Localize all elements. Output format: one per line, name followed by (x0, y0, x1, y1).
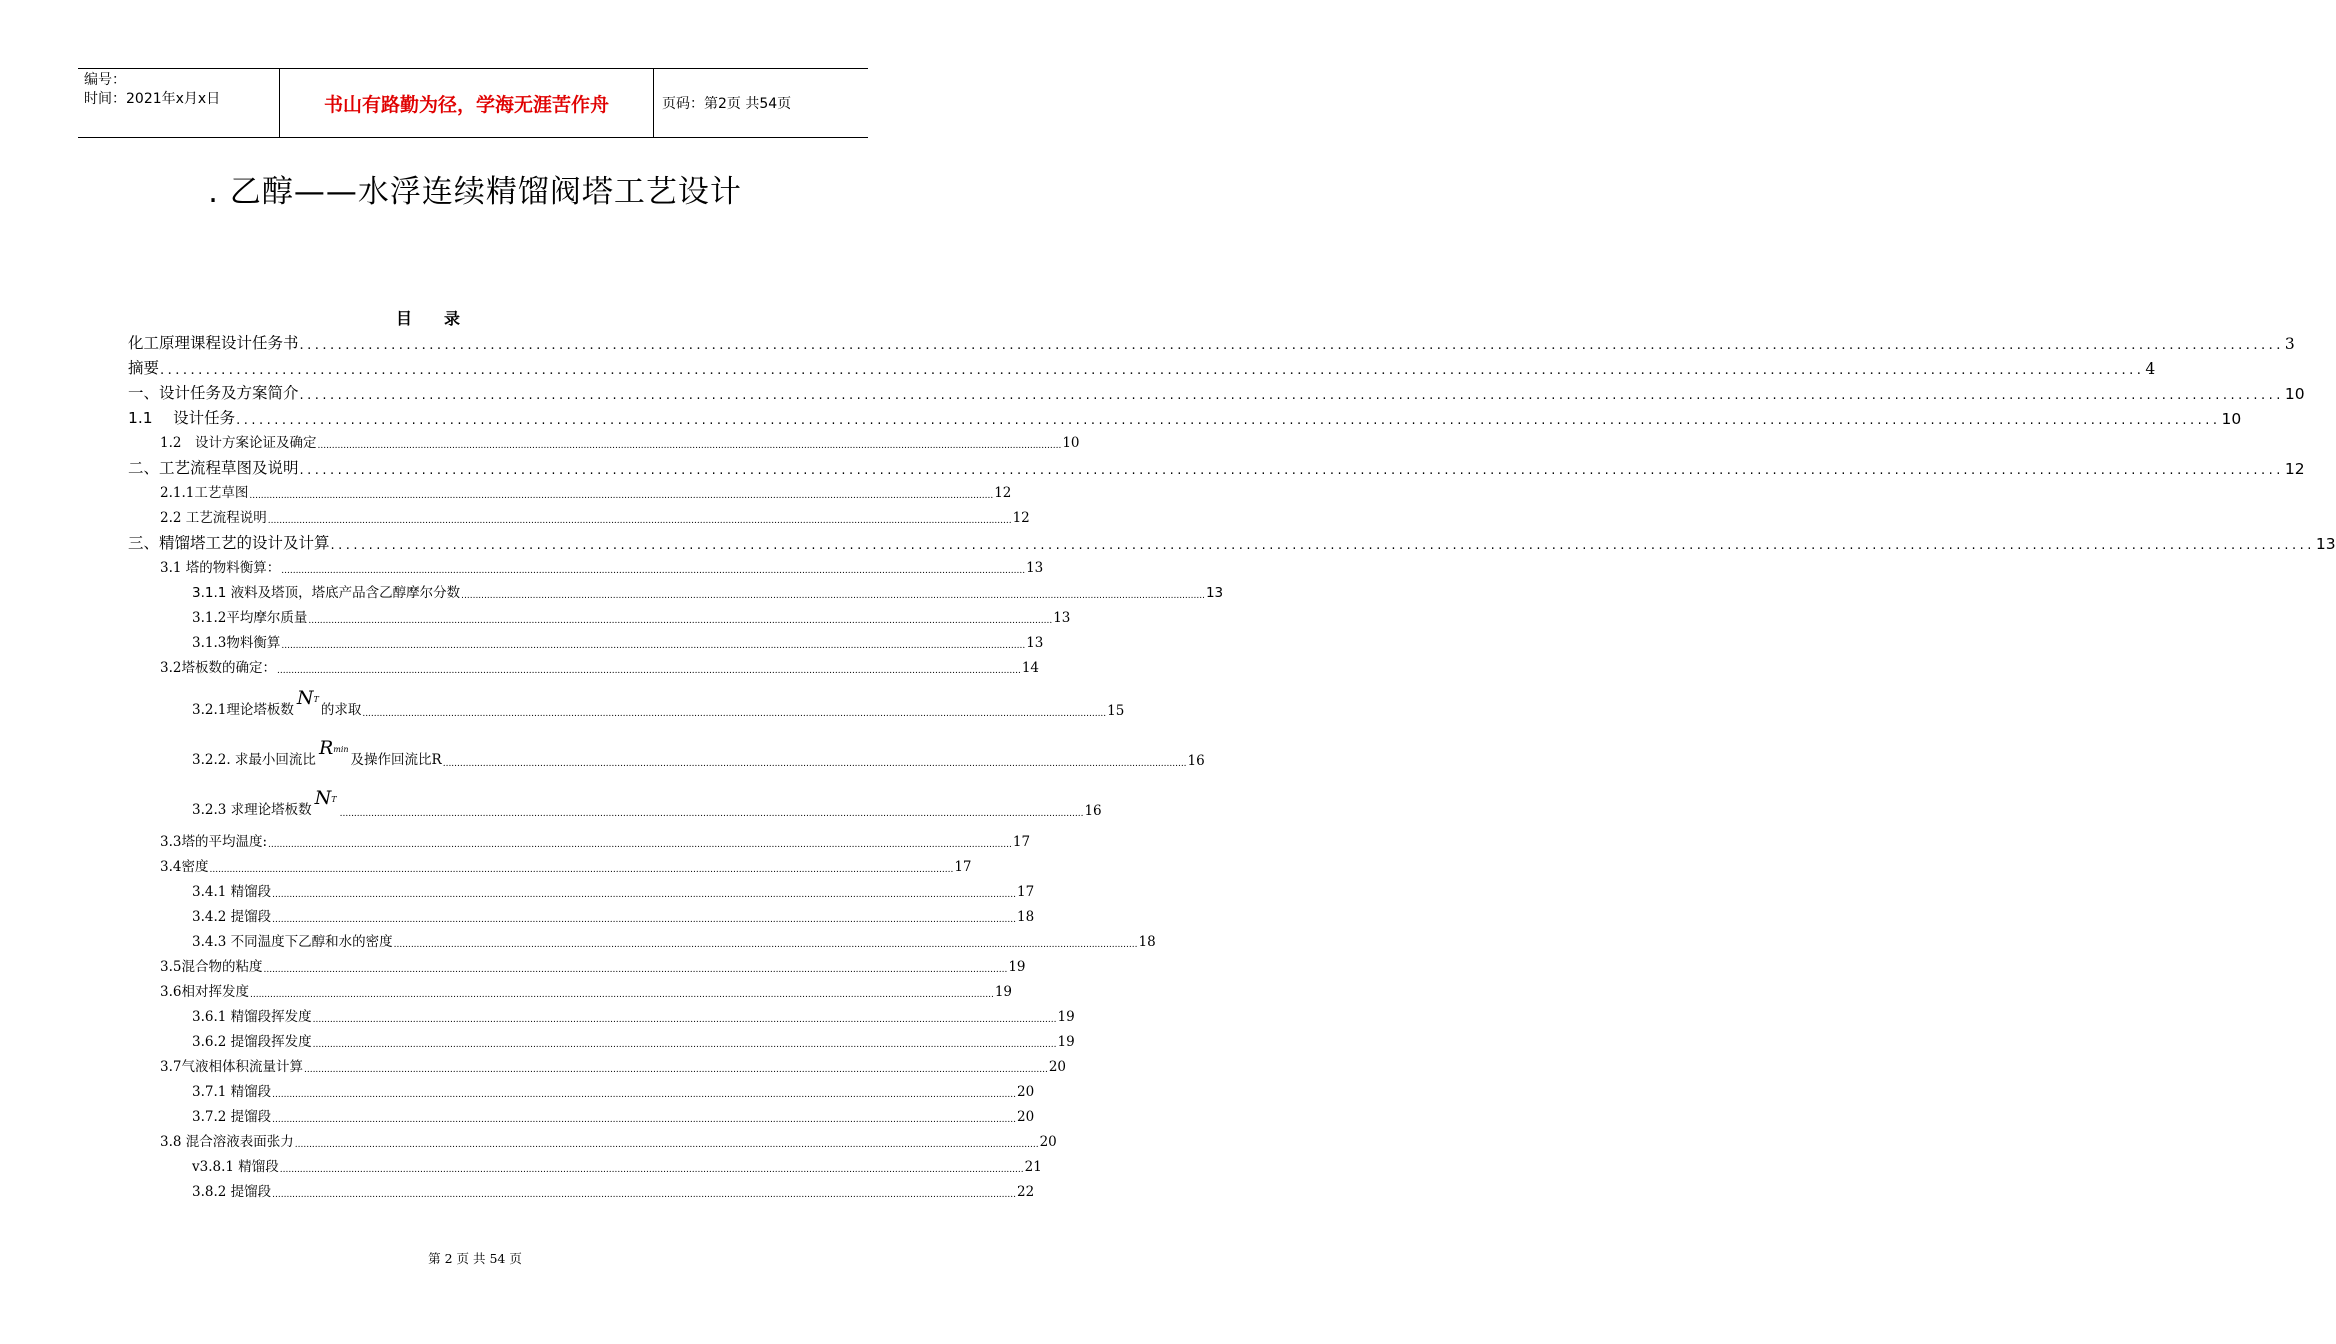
toc-entry[interactable] (192, 787, 1102, 819)
toc-entry-title: 3.4.2 提馏段 (192, 909, 272, 925)
toc-page-number: 13 (1053, 610, 1071, 626)
toc-leader-dots: .................................................................................................................................................................................................................................................................... (299, 338, 2284, 353)
toc-entry[interactable] (160, 1057, 1066, 1075)
toc-page-number: 17 (1016, 884, 1035, 900)
toc-entry-title: 3.7.2 提馏段 (192, 1109, 272, 1125)
toc-leader-dots: .................................................................................................................................................................................................................................................................... (276, 666, 1021, 676)
toc-entry-title: 3.3塔的平均温度: (160, 834, 268, 850)
toc-entry[interactable] (128, 383, 2305, 403)
header-page-info: 页码：第2页 共54页 (662, 96, 792, 112)
toc-entry[interactable] (128, 408, 2242, 428)
toc-leader-dots: .................................................................................................................................................................................................................................................................... (272, 1190, 1016, 1200)
toc-entry[interactable] (160, 558, 1044, 576)
toc-entry[interactable] (192, 932, 1156, 950)
toc-page-number: 16 (1084, 803, 1102, 819)
toc-entry-title: 化工原理课程设计任务书 (128, 334, 299, 352)
toc-leader-dots: .................................................................................................................................................................................................................................................................... (317, 441, 1062, 451)
toc-entry-title: 3.6.1 精馏段挥发度 (192, 1009, 312, 1025)
toc-leader-dots: .................................................................................................................................................................................................................................................................... (160, 363, 2145, 378)
toc-page-number: 19 (1008, 959, 1026, 975)
toc-entry[interactable] (160, 658, 1039, 676)
toc-entry[interactable] (160, 508, 1030, 526)
toc-entry[interactable] (160, 857, 972, 875)
toc-page-number: 19 (1057, 1034, 1075, 1050)
toc-entry-title: 3.2塔板数的确定： (160, 660, 276, 676)
math-symbol-variable: N (296, 687, 314, 709)
toc-leader-dots: .................................................................................................................................................................................................................................................................... (263, 965, 1008, 975)
toc-entry-title: 3.1 塔的物料衡算： (160, 560, 281, 576)
toc-entry-title: 3.8.2 提馏段 (192, 1184, 272, 1200)
toc-entry-title: 3.4密度 (160, 859, 209, 875)
toc-entry-title-part: 及操作回流比R (350, 752, 442, 768)
toc-page-number: 15 (1107, 703, 1125, 719)
document-number-label: 编号： (84, 72, 126, 88)
toc-leader-dots: .................................................................................................................................................................................................................................................................... (272, 915, 1016, 925)
header-meta (78, 69, 280, 137)
toc-entry[interactable] (192, 882, 1035, 900)
toc-entry-title: 3.4.1 精馏段 (192, 884, 272, 900)
toc-entry[interactable] (192, 1107, 1035, 1125)
toc-leader-dots: .................................................................................................................................................................................................................................................................... (249, 990, 994, 1000)
toc-page-number: 13 (1026, 635, 1044, 651)
toc-leader-dots: .................................................................................................................................................................................................................................................................... (303, 1065, 1048, 1075)
toc-page-number: 19 (994, 984, 1012, 1000)
toc-entry-title (192, 737, 442, 769)
toc-entry-title: 1.1 设计任务 (128, 409, 236, 427)
math-symbol (319, 737, 349, 759)
document-title: . 乙醇——水浮连续精馏阀塔工艺设计 (208, 174, 742, 210)
toc-page-number: 22 (1016, 1184, 1035, 1200)
toc-page-number: 12 (994, 485, 1012, 501)
toc-entry-title-part: 3.2.1理论塔板数 (192, 702, 294, 718)
toc-entry[interactable] (192, 1182, 1035, 1200)
toc-page-number: 21 (1024, 1159, 1042, 1175)
toc-entry-title (192, 787, 339, 819)
toc-leader-dots: .................................................................................................................................................................................................................................................................... (209, 865, 954, 875)
math-symbol-subscript: min (333, 745, 349, 754)
math-symbol-subscript: T (313, 695, 319, 704)
toc-entry-title: 二、工艺流程草图及说明 (128, 459, 299, 477)
toc-leader-dots: .................................................................................................................................................................................................................................................................... (279, 1165, 1024, 1175)
toc-entry-title: 3.1.1 液料及塔顶，塔底产品含乙醇摩尔分数 (192, 585, 461, 601)
toc-entry[interactable] (128, 333, 2295, 353)
toc-page-number: 14 (1021, 660, 1039, 676)
toc-page-number: 19 (1057, 1009, 1075, 1025)
toc-leader-dots: .................................................................................................................................................................................................................................................................... (308, 616, 1053, 626)
toc-page-number: 12 (2284, 460, 2305, 478)
toc-leader-dots: .................................................................................................................................................................................................................................................................... (461, 591, 1205, 601)
math-symbol (297, 687, 319, 709)
math-symbol-variable: N (314, 787, 332, 809)
toc-entry-title: 1.2 设计方案论证及确定 (160, 435, 317, 451)
toc-page-number: 12 (1012, 510, 1030, 526)
toc-page-number: 10 (2221, 410, 2242, 428)
toc-leader-dots: .................................................................................................................................................................................................................................................................... (339, 809, 1084, 819)
toc-leader-dots: .................................................................................................................................................................................................................................................................... (294, 1140, 1039, 1150)
toc-leader-dots: .................................................................................................................................................................................................................................................................... (268, 840, 1012, 850)
page-footer: 第 2 页 共 54 页 (428, 1251, 522, 1266)
toc-entry[interactable] (192, 633, 1044, 651)
toc-page-number: 3 (2284, 335, 2295, 353)
toc-entry-title: 3.1.3物料衡算 (192, 635, 281, 651)
toc-entry[interactable] (192, 737, 1205, 769)
toc-entry-title-part: 的求取 (320, 702, 362, 718)
header-motto: 书山有路勤为径，学海无涯苦作舟 (280, 69, 654, 137)
toc-entry[interactable] (128, 458, 2305, 478)
toc-leader-dots: .................................................................................................................................................................................................................................................................... (330, 538, 2315, 553)
toc-entry[interactable] (192, 608, 1071, 626)
toc-page-number: 20 (1016, 1109, 1035, 1125)
toc-entry[interactable] (192, 907, 1035, 925)
toc-entry[interactable] (192, 687, 1125, 719)
toc-heading: 目录 (395, 309, 492, 328)
math-symbol-subscript: T (331, 795, 337, 804)
toc-entry-title: 3.7气液相体积流量计算 (160, 1059, 303, 1075)
page-header (78, 68, 868, 138)
toc-entry-title: 摘要 (128, 359, 160, 377)
toc-entry[interactable] (160, 1132, 1057, 1150)
toc-page-number: 16 (1187, 753, 1205, 769)
toc-entry-title: 3.1.2平均摩尔质量 (192, 610, 308, 626)
math-symbol-variable: R (318, 737, 334, 759)
toc-entry-title: 3.6.2 提馏段挥发度 (192, 1034, 312, 1050)
document-time-label: 时间：2021年x月x日 (84, 91, 221, 107)
toc-page-number: 17 (1012, 834, 1031, 850)
toc-entry-title: 三、精馏塔工艺的设计及计算 (128, 534, 330, 552)
toc-entry-title-part: 3.2.2. 求最小回流比 (192, 752, 316, 768)
toc-entry[interactable] (160, 483, 1012, 501)
toc-entry-title: 2.1.1工艺草图 (160, 485, 249, 501)
toc-leader-dots: .................................................................................................................................................................................................................................................................... (312, 1015, 1057, 1025)
toc-page-number: 10 (1062, 435, 1080, 451)
toc-entry[interactable] (128, 358, 2156, 378)
toc-page-number: 18 (1016, 909, 1035, 925)
toc-leader-dots: .................................................................................................................................................................................................................................................................... (272, 890, 1016, 900)
toc-entry-title-part: 3.2.3 求理论塔板数 (192, 802, 312, 818)
toc-entry-title (192, 687, 362, 719)
toc-page-number: 20 (1039, 1134, 1057, 1150)
toc-entry[interactable] (160, 982, 1012, 1000)
toc-entry-title: 3.8 混合溶液表面张力 (160, 1134, 294, 1150)
toc-entry[interactable] (160, 832, 1031, 850)
toc-entry-title: v3.8.1 精馏段 (192, 1159, 279, 1175)
toc-leader-dots: .................................................................................................................................................................................................................................................................... (442, 759, 1187, 769)
toc-leader-dots: .................................................................................................................................................................................................................................................................... (281, 566, 1026, 576)
toc-leader-dots: .................................................................................................................................................................................................................................................................... (272, 1115, 1016, 1125)
toc-page-number: 13 (1205, 585, 1224, 601)
toc-entry[interactable] (160, 957, 1026, 975)
toc-entry[interactable] (160, 433, 1080, 451)
toc-entry[interactable] (192, 1157, 1042, 1175)
toc-entry[interactable] (192, 1082, 1035, 1100)
toc-page-number: 10 (2284, 385, 2305, 403)
toc-entry-title: 3.7.1 精馏段 (192, 1084, 272, 1100)
toc-entry[interactable] (192, 1032, 1075, 1050)
toc-page-number: 13 (1026, 560, 1044, 576)
toc-leader-dots: .................................................................................................................................................................................................................................................................... (299, 463, 2284, 478)
toc-entry-title: 一、设计任务及方案简介 (128, 384, 299, 402)
toc-page-number: 17 (954, 859, 972, 875)
toc-leader-dots: .................................................................................................................................................................................................................................................................... (236, 413, 2221, 428)
toc-leader-dots: .................................................................................................................................................................................................................................................................... (267, 516, 1012, 526)
toc-page-number: 4 (2145, 360, 2156, 378)
toc-entry-title: 3.6相对挥发度 (160, 984, 249, 1000)
toc-entry-title: 3.5混合物的粘度 (160, 959, 263, 975)
toc-leader-dots: .................................................................................................................................................................................................................................................................... (281, 641, 1026, 651)
toc-entry-title: 3.4.3 不同温度下乙醇和水的密度 (192, 934, 393, 950)
toc-page-number: 13 (2315, 535, 2336, 553)
toc-page-number: 18 (1138, 934, 1156, 950)
toc-leader-dots: .................................................................................................................................................................................................................................................................... (312, 1040, 1057, 1050)
toc-leader-dots: .................................................................................................................................................................................................................................................................... (299, 388, 2284, 403)
math-symbol (315, 787, 337, 809)
toc-entry-title: 2.2 工艺流程说明 (160, 510, 267, 526)
toc-leader-dots: .................................................................................................................................................................................................................................................................... (362, 709, 1107, 719)
toc-entry[interactable] (192, 583, 1224, 601)
toc-entry[interactable] (128, 533, 2336, 553)
toc-leader-dots: .................................................................................................................................................................................................................................................................... (272, 1090, 1016, 1100)
toc-page-number: 20 (1016, 1084, 1035, 1100)
toc-page-number: 20 (1048, 1059, 1066, 1075)
toc-leader-dots: .................................................................................................................................................................................................................................................................... (393, 940, 1138, 950)
toc-entry[interactable] (192, 1007, 1075, 1025)
toc-leader-dots: .................................................................................................................................................................................................................................................................... (249, 491, 994, 501)
